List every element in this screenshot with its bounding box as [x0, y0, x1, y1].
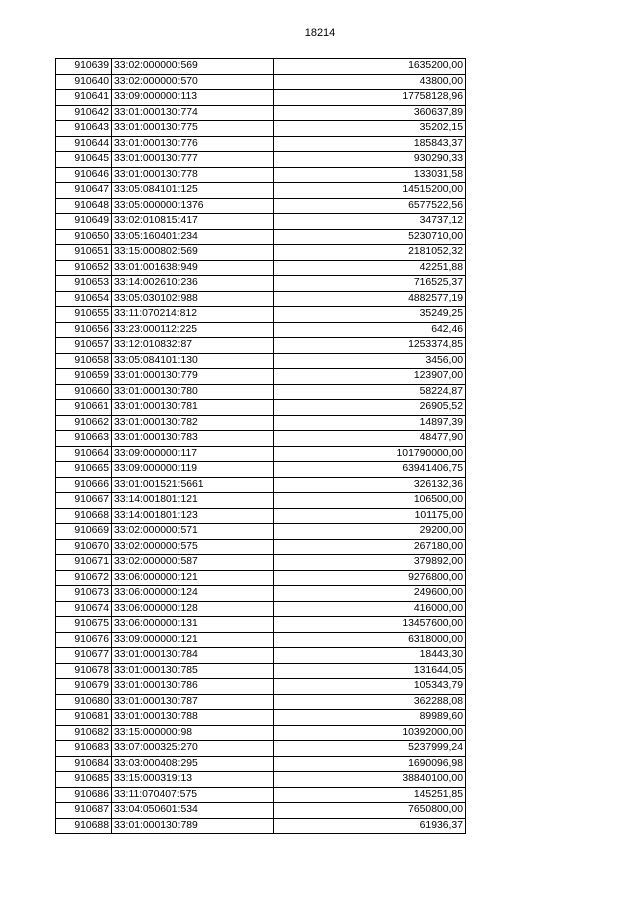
cadastral-number-cell: 33:01:001638:949 [112, 260, 274, 276]
cadastral-number-cell: 33:05:084101:125 [112, 183, 274, 199]
row-number-cell: 910682 [56, 725, 112, 741]
cadastral-value-cell: 101175,00 [274, 508, 466, 524]
row-number-cell: 910652 [56, 260, 112, 276]
row-number-cell: 910672 [56, 570, 112, 586]
table-row [56, 524, 466, 540]
cadastral-number-cell: 33:01:000130:786 [112, 679, 274, 695]
table-row [56, 74, 466, 90]
cadastral-value-cell: 326132,36 [274, 477, 466, 493]
row-number-cell: 910675 [56, 617, 112, 633]
cadastral-number-cell: 33:09:000000:117 [112, 446, 274, 462]
table-row [56, 291, 466, 307]
cadastral-value-cell: 26905,52 [274, 400, 466, 416]
row-number-cell: 910677 [56, 648, 112, 664]
cadastral-number-cell: 33:02:010815:417 [112, 214, 274, 230]
table-row [56, 787, 466, 803]
cadastral-number-cell: 33:01:000130:783 [112, 431, 274, 447]
row-number-cell: 910648 [56, 198, 112, 214]
cadastral-value-cell: 61936,37 [274, 818, 466, 834]
cadastral-value-cell: 185843,37 [274, 136, 466, 152]
table-row [56, 260, 466, 276]
row-number-cell: 910679 [56, 679, 112, 695]
cadastral-number-cell: 33:01:001521:5661 [112, 477, 274, 493]
cadastral-value-cell: 133031,58 [274, 167, 466, 183]
cadastral-number-cell: 33:01:000130:787 [112, 694, 274, 710]
table-row [56, 756, 466, 772]
row-number-cell: 910639 [56, 59, 112, 75]
cadastral-value-cell: 18443,30 [274, 648, 466, 664]
cadastral-value-cell: 131644,05 [274, 663, 466, 679]
cadastral-number-cell: 33:02:000000:571 [112, 524, 274, 540]
row-number-cell: 910659 [56, 369, 112, 385]
table-row [56, 229, 466, 245]
row-number-cell: 910640 [56, 74, 112, 90]
table-row [56, 121, 466, 137]
table-row [56, 167, 466, 183]
row-number-cell: 910680 [56, 694, 112, 710]
row-number-cell: 910671 [56, 555, 112, 571]
cadastral-number-cell: 33:05:000000:1376 [112, 198, 274, 214]
table-row [56, 136, 466, 152]
cadastral-value-cell: 101790000,00 [274, 446, 466, 462]
table-row [56, 818, 466, 834]
cadastral-value-cell: 42251,88 [274, 260, 466, 276]
cadastral-value-cell: 362288,08 [274, 694, 466, 710]
cadastral-number-cell: 33:14:001801:123 [112, 508, 274, 524]
table-row [56, 59, 466, 75]
table-row [56, 400, 466, 416]
table-row [56, 415, 466, 431]
row-number-cell: 910658 [56, 353, 112, 369]
cadastral-value-cell: 416000,00 [274, 601, 466, 617]
cadastral-value-cell: 1253374,85 [274, 338, 466, 354]
table-row [56, 338, 466, 354]
table-row [56, 632, 466, 648]
cadastral-value-cell: 267180,00 [274, 539, 466, 555]
cadastral-number-cell: 33:01:000130:777 [112, 152, 274, 168]
row-number-cell: 910686 [56, 787, 112, 803]
cadastral-number-cell: 33:02:000000:587 [112, 555, 274, 571]
cadastral-number-cell: 33:14:002610:236 [112, 276, 274, 292]
table-row [56, 663, 466, 679]
row-number-cell: 910653 [56, 276, 112, 292]
row-number-cell: 910676 [56, 632, 112, 648]
table-row [56, 214, 466, 230]
cadastral-value-cell: 17758128,96 [274, 90, 466, 106]
cadastral-number-cell: 33:06:000000:124 [112, 586, 274, 602]
row-number-cell: 910664 [56, 446, 112, 462]
cadastral-value-table [55, 58, 466, 834]
cadastral-value-cell: 35249,25 [274, 307, 466, 323]
cadastral-number-cell: 33:06:000000:128 [112, 601, 274, 617]
cadastral-value-cell: 379892,00 [274, 555, 466, 571]
row-number-cell: 910655 [56, 307, 112, 323]
cadastral-value-cell: 930290,33 [274, 152, 466, 168]
table-row [56, 803, 466, 819]
row-number-cell: 910667 [56, 493, 112, 509]
cadastral-number-cell: 33:01:000130:779 [112, 369, 274, 385]
cadastral-number-cell: 33:02:000000:569 [112, 59, 274, 75]
row-number-cell: 910669 [56, 524, 112, 540]
row-number-cell: 910647 [56, 183, 112, 199]
cadastral-value-cell: 7650800,00 [274, 803, 466, 819]
cadastral-value-cell: 14897,39 [274, 415, 466, 431]
row-number-cell: 910649 [56, 214, 112, 230]
row-number-cell: 910656 [56, 322, 112, 338]
table-row [56, 555, 466, 571]
table-row [56, 772, 466, 788]
table-row [56, 477, 466, 493]
row-number-cell: 910684 [56, 756, 112, 772]
row-number-cell: 910674 [56, 601, 112, 617]
cadastral-value-cell: 35202,15 [274, 121, 466, 137]
cadastral-number-cell: 33:06:000000:121 [112, 570, 274, 586]
row-number-cell: 910665 [56, 462, 112, 478]
row-number-cell: 910645 [56, 152, 112, 168]
row-number-cell: 910662 [56, 415, 112, 431]
table-row [56, 493, 466, 509]
cadastral-number-cell: 33:01:000130:778 [112, 167, 274, 183]
cadastral-value-cell: 2181052,32 [274, 245, 466, 261]
row-number-cell: 910651 [56, 245, 112, 261]
table-row [56, 276, 466, 292]
table-row [56, 679, 466, 695]
table-row [56, 353, 466, 369]
cadastral-number-cell: 33:01:000130:776 [112, 136, 274, 152]
cadastral-value-cell: 106500,00 [274, 493, 466, 509]
table-row [56, 741, 466, 757]
cadastral-number-cell: 33:05:030102:988 [112, 291, 274, 307]
cadastral-number-cell: 33:05:160401:234 [112, 229, 274, 245]
cadastral-value-cell: 63941406,75 [274, 462, 466, 478]
table-row [56, 648, 466, 664]
cadastral-number-cell: 33:01:000130:780 [112, 384, 274, 400]
row-number-cell: 910646 [56, 167, 112, 183]
row-number-cell: 910687 [56, 803, 112, 819]
cadastral-value-cell: 642,46 [274, 322, 466, 338]
cadastral-number-cell: 33:15:000319:13 [112, 772, 274, 788]
row-number-cell: 910663 [56, 431, 112, 447]
cadastral-number-cell: 33:04:050601:534 [112, 803, 274, 819]
cadastral-value-cell: 58224,87 [274, 384, 466, 400]
cadastral-value-cell: 29200,00 [274, 524, 466, 540]
row-number-cell: 910673 [56, 586, 112, 602]
cadastral-number-cell: 33:06:000000:131 [112, 617, 274, 633]
cadastral-value-cell: 360637,89 [274, 105, 466, 121]
cadastral-value-cell: 1635200,00 [274, 59, 466, 75]
table-row [56, 694, 466, 710]
page-number: 18214 [304, 27, 336, 39]
row-number-cell: 910666 [56, 477, 112, 493]
cadastral-value-cell: 89989,60 [274, 710, 466, 726]
table-row [56, 322, 466, 338]
cadastral-value-cell: 716525,37 [274, 276, 466, 292]
table-row [56, 539, 466, 555]
cadastral-value-cell: 34737,12 [274, 214, 466, 230]
row-number-cell: 910643 [56, 121, 112, 137]
table-row [56, 710, 466, 726]
cadastral-number-cell: 33:01:000130:775 [112, 121, 274, 137]
row-number-cell: 910683 [56, 741, 112, 757]
cadastral-number-cell: 33:01:000130:789 [112, 818, 274, 834]
row-number-cell: 910654 [56, 291, 112, 307]
row-number-cell: 910668 [56, 508, 112, 524]
table-row [56, 198, 466, 214]
table-row [56, 307, 466, 323]
cadastral-value-cell: 6318000,00 [274, 632, 466, 648]
cadastral-number-cell: 33:01:000130:782 [112, 415, 274, 431]
table-row [56, 586, 466, 602]
table-row [56, 152, 466, 168]
cadastral-value-cell: 13457600,00 [274, 617, 466, 633]
table-row [56, 446, 466, 462]
table-row [56, 617, 466, 633]
row-number-cell: 910644 [56, 136, 112, 152]
cadastral-value-cell: 1690096,98 [274, 756, 466, 772]
cadastral-number-cell: 33:05:084101:130 [112, 353, 274, 369]
row-number-cell: 910657 [56, 338, 112, 354]
cadastral-number-cell: 33:15:000802:569 [112, 245, 274, 261]
cadastral-value-cell: 14515200,00 [274, 183, 466, 199]
cadastral-value-cell: 43800,00 [274, 74, 466, 90]
cadastral-number-cell: 33:11:070407:575 [112, 787, 274, 803]
cadastral-number-cell: 33:23:000112:225 [112, 322, 274, 338]
row-number-cell: 910660 [56, 384, 112, 400]
cadastral-number-cell: 33:01:000130:788 [112, 710, 274, 726]
cadastral-number-cell: 33:01:000130:785 [112, 663, 274, 679]
row-number-cell: 910685 [56, 772, 112, 788]
cadastral-number-cell: 33:01:000130:781 [112, 400, 274, 416]
cadastral-value-cell: 249600,00 [274, 586, 466, 602]
cadastral-value-cell: 6577522,56 [274, 198, 466, 214]
row-number-cell: 910681 [56, 710, 112, 726]
cadastral-value-cell: 9276800,00 [274, 570, 466, 586]
cadastral-number-cell: 33:12:010832:87 [112, 338, 274, 354]
table-row [56, 431, 466, 447]
cadastral-number-cell: 33:15:000000:98 [112, 725, 274, 741]
cadastral-value-cell: 105343,79 [274, 679, 466, 695]
table-row [56, 508, 466, 524]
table-row [56, 369, 466, 385]
cadastral-value-cell: 3456,00 [274, 353, 466, 369]
cadastral-number-cell: 33:01:000130:784 [112, 648, 274, 664]
cadastral-number-cell: 33:01:000130:774 [112, 105, 274, 121]
cadastral-number-cell: 33:03:000408:295 [112, 756, 274, 772]
row-number-cell: 910641 [56, 90, 112, 106]
cadastral-value-cell: 5230710,00 [274, 229, 466, 245]
table-row [56, 601, 466, 617]
row-number-cell: 910670 [56, 539, 112, 555]
cadastral-number-cell: 33:02:000000:575 [112, 539, 274, 555]
row-number-cell: 910650 [56, 229, 112, 245]
cadastral-value-cell: 145251,85 [274, 787, 466, 803]
table-row [56, 105, 466, 121]
row-number-cell: 910642 [56, 105, 112, 121]
row-number-cell: 910661 [56, 400, 112, 416]
row-number-cell: 910678 [56, 663, 112, 679]
row-number-cell: 910688 [56, 818, 112, 834]
table-row [56, 570, 466, 586]
table-row [56, 245, 466, 261]
cadastral-value-cell: 10392000,00 [274, 725, 466, 741]
cadastral-number-cell: 33:11:070214:812 [112, 307, 274, 323]
cadastral-value-cell: 123907,00 [274, 369, 466, 385]
table-row [56, 725, 466, 741]
cadastral-value-cell: 48477,90 [274, 431, 466, 447]
cadastral-value-cell: 5237999,24 [274, 741, 466, 757]
cadastral-number-cell: 33:02:000000:570 [112, 74, 274, 90]
table-row [56, 90, 466, 106]
table-row [56, 384, 466, 400]
cadastral-number-cell: 33:09:000000:121 [112, 632, 274, 648]
cadastral-number-cell: 33:14:001801:121 [112, 493, 274, 509]
cadastral-number-cell: 33:07:000325:270 [112, 741, 274, 757]
cadastral-number-cell: 33:09:000000:119 [112, 462, 274, 478]
table-row [56, 183, 466, 199]
cadastral-number-cell: 33:09:000000:113 [112, 90, 274, 106]
cadastral-value-cell: 4882577,19 [274, 291, 466, 307]
cadastral-value-cell: 38840100,00 [274, 772, 466, 788]
table-row [56, 462, 466, 478]
table-body [56, 59, 466, 834]
